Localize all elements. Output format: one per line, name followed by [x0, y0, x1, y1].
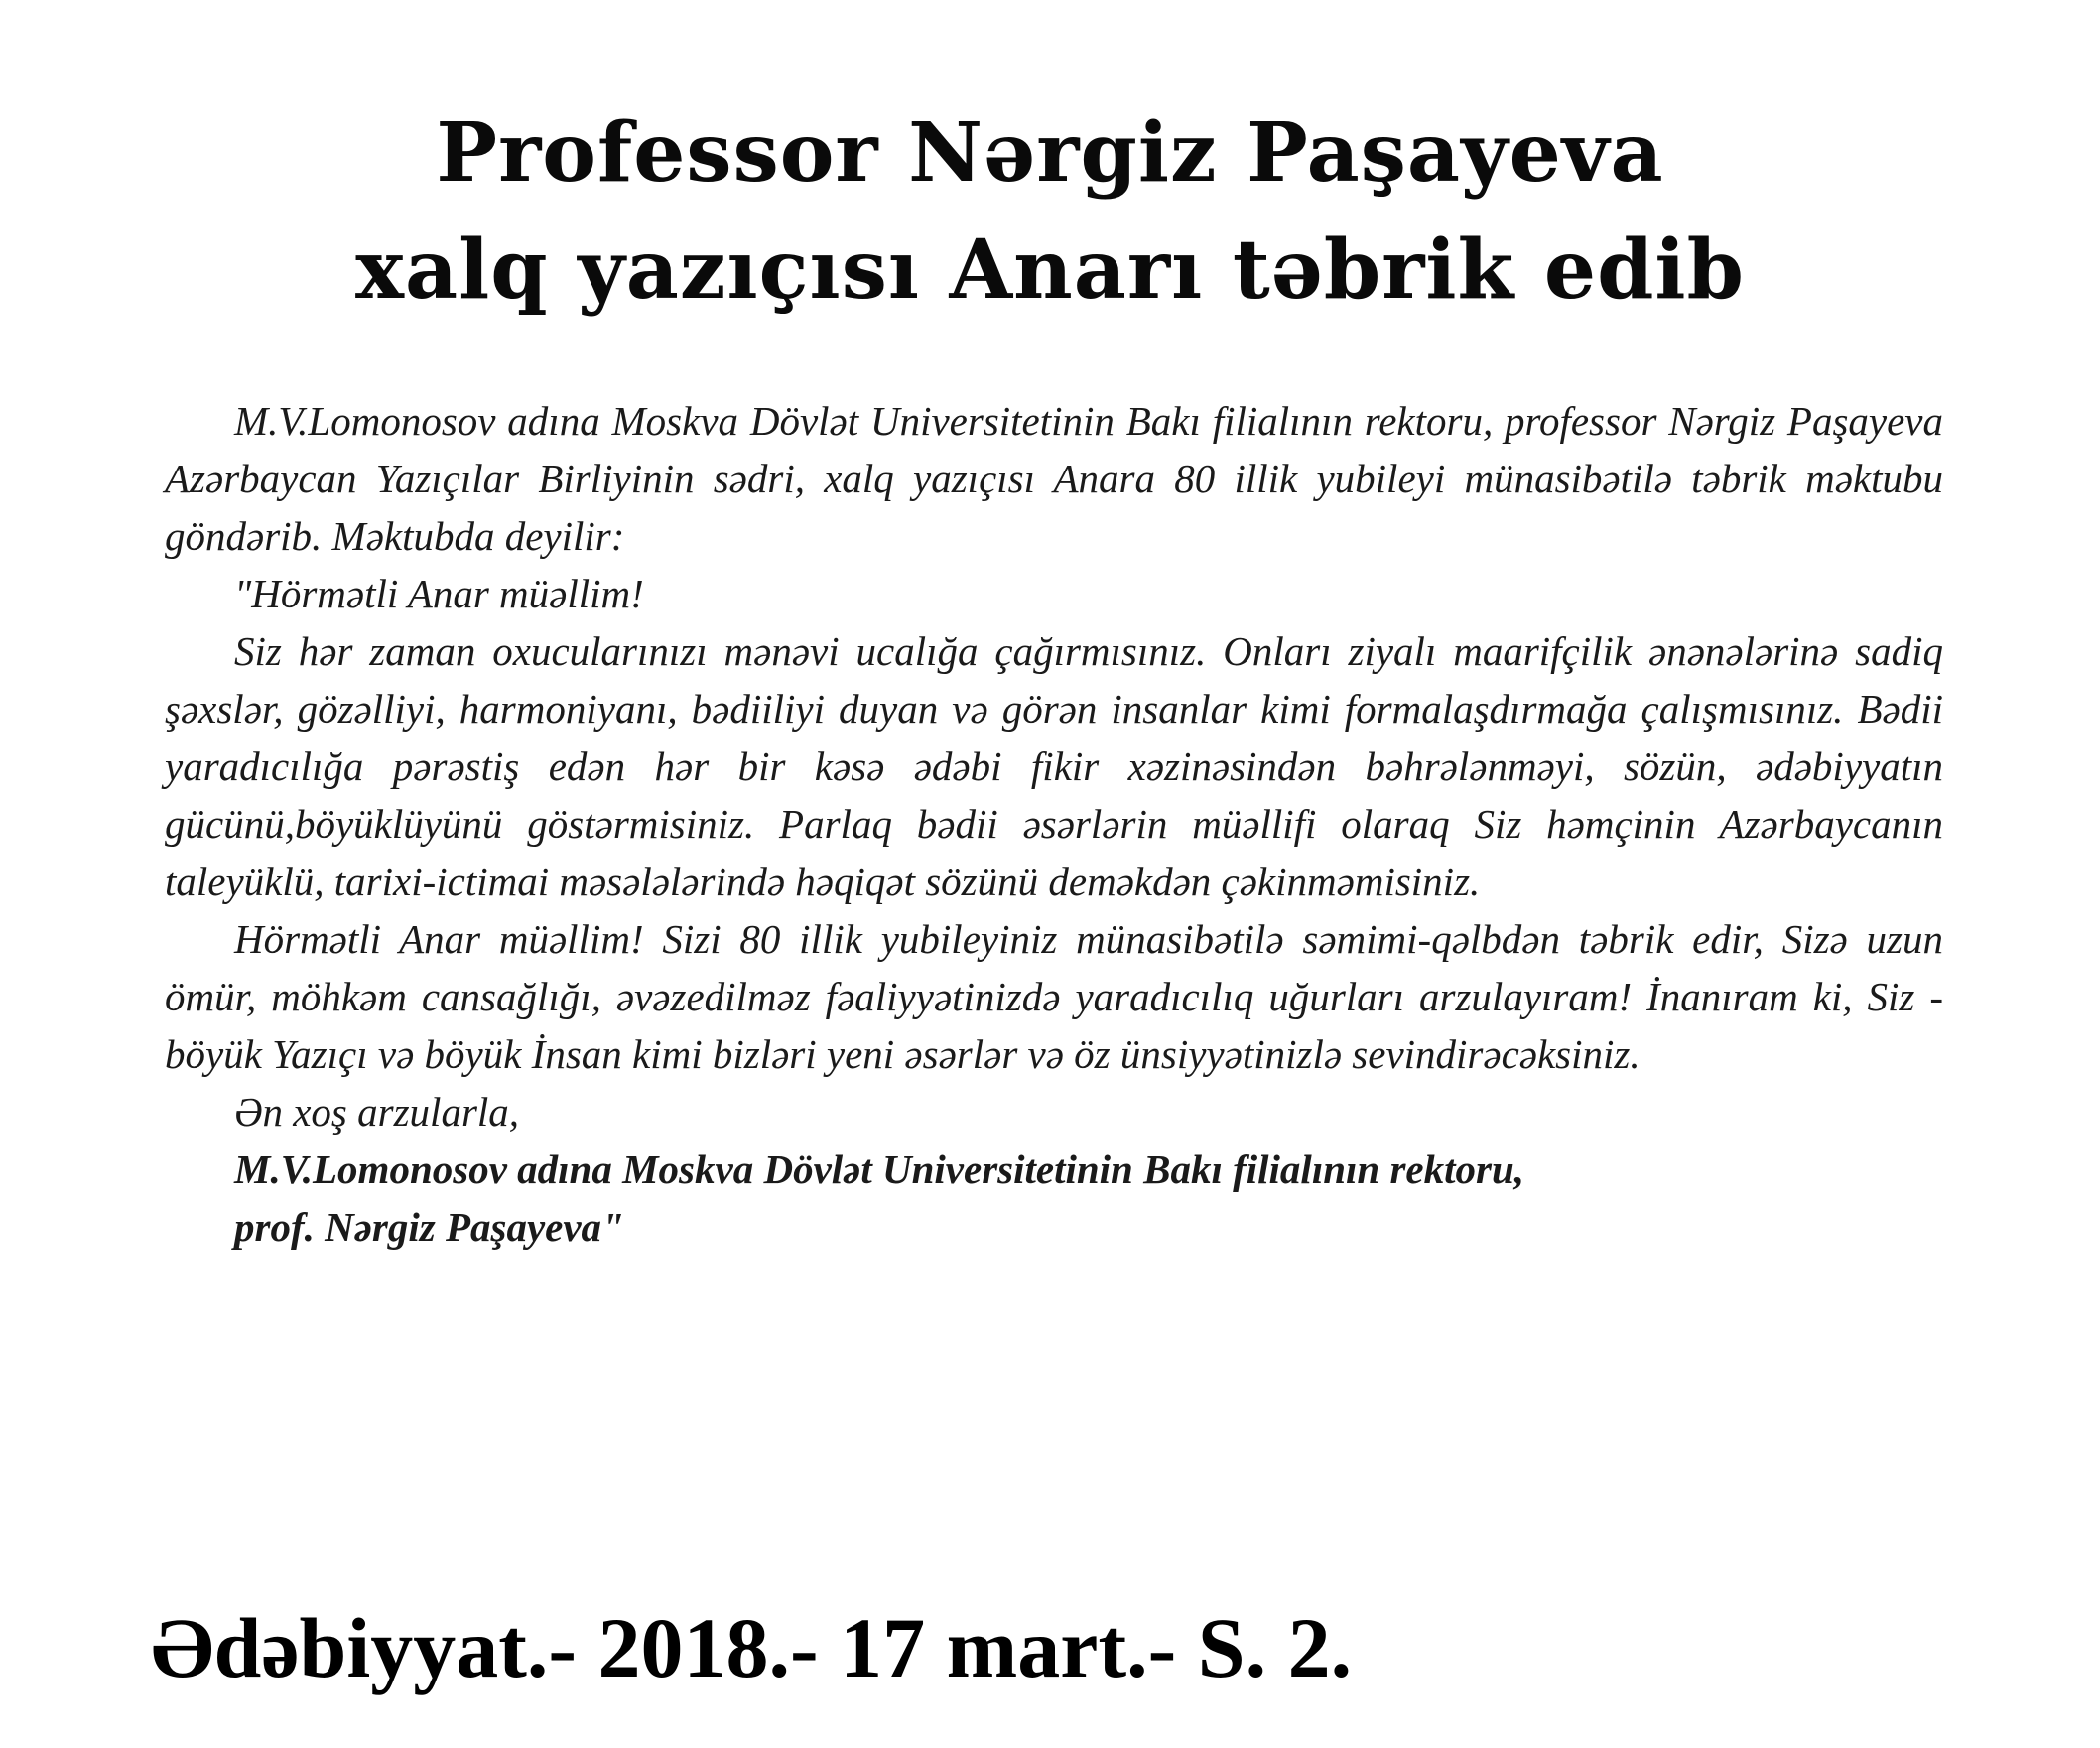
letter-paragraph-1: Siz hər zaman oxucularınızı mənəvi ucalığa çağırmısınız. Onları ziyalı maarifçilik ənənələrinə sadiq şəxslər, gözəlliyi, harmoniyanı, bədiiliyi duyan və görən insanlar kimi formalaşdırmağa çalışmısınız. Bədii yaradıcılığa pərəstiş edən hər bir kəsə ədəbi fikir xəzinəsindən bəhrələnməyi, sözün, ədəbiyyatın gücünü,böyüklüyünü göstərmisiniz. Parlaq bədii əsərlərin müəllifi olaraq Siz həmçinin Azərbaycanın taleyüklü, tarixi-ictimai məsələlərində həqiqət sözünü deməkdən çəkinməmisiniz. [165, 628, 1943, 904]
article-body [165, 392, 1943, 1256]
letter-paragraph-2: Hörmətli Anar müəllim! Sizi 80 illik yubileyiniz münasibətilə səmimi-qəlbdən təbrik edir, Sizə uzun ömür, möhkəm cansağlığı, əvəzedilməz fəaliyyətinizdə yaradıcılıq uğurları arzulayıram! İnanıram ki, Siz - böyük Yazıçı və böyük İnsan kimi bizləri yeni əsərlər və öz ünsiyyətinizlə sevindirəcəksiniz. [165, 916, 1943, 1077]
headline-line-2: xalq yazıçısı Anarı təbrik edib [355, 222, 1745, 318]
intro-paragraph: M.V.Lomonosov adına Moskva Dövlət Universitetinin Bakı filialının rektoru, professor Nərgiz Paşayeva Azərbaycan Yazıçılar Birliyinin sədri, xalq yazıçısı Anara 80 illik yubileyi münasibətilə təbrik məktubu göndərib. Məktubda deyilir: [165, 398, 1943, 559]
letter-closing: Ən xoş arzularla, [234, 1089, 520, 1135]
letter-salutation: "Hörmətli Anar müəllim! [234, 571, 644, 616]
signature-name: prof. Nərgiz Paşayeva" [234, 1204, 624, 1250]
headline-line-1: Professor Nərgiz Paşayeva [436, 105, 1664, 201]
source-citation: Ədəbiyyat.- 2018.- 17 mart.- S. 2. [151, 1600, 1353, 1695]
signature-title: M.V.Lomonosov adına Moskva Dövlət Universitetinin Bakı filialının rektoru, [234, 1146, 1525, 1192]
article-headline [0, 94, 2100, 329]
